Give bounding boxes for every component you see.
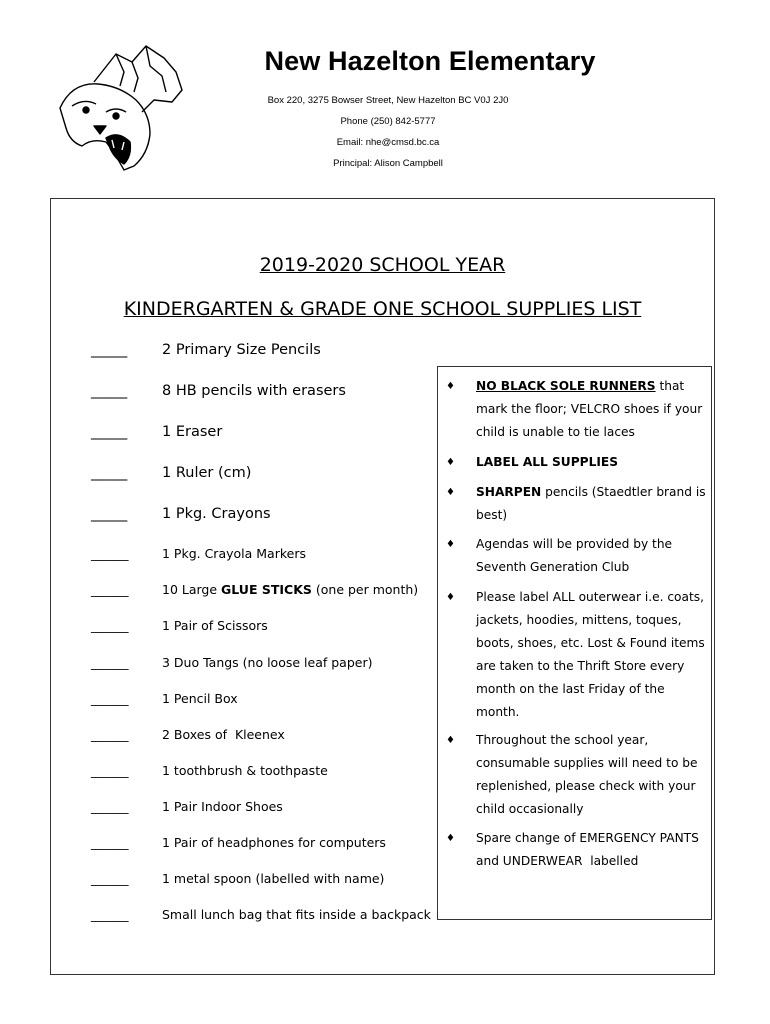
- item-label-bold: GLUE STICKS: [221, 582, 312, 597]
- item-label: 1 Pkg. Crayons: [162, 506, 271, 522]
- note-text: [476, 481, 706, 527]
- item-label: 1 Ruler (cm): [162, 465, 252, 481]
- school-logo-cougar-icon: [54, 42, 184, 172]
- item-label: [162, 582, 418, 597]
- list-item: [91, 465, 252, 481]
- school-address: Box 220, 3275 Bowser Street, New Hazelton BC V0J 2J0: [267, 95, 509, 106]
- diamond-bullet-icon: ♦: [446, 592, 455, 603]
- diamond-bullet-icon: ♦: [446, 735, 455, 746]
- note-text: Please label ALL outerwear i.e. coats, jackets, hoodies, mittens, toques, boots, shoes, etc. Lost & Found items are taken to the Thrift Store every month on the last Friday of the month.: [476, 590, 705, 719]
- supplies-list-title: KINDERGARTEN & GRADE ONE SCHOOL SUPPLIES LIST: [123, 298, 642, 320]
- school-phone: Phone (250) 842-5777: [340, 116, 436, 127]
- list-item: [91, 871, 385, 886]
- item-label: 1 Pair Indoor Shoes: [162, 799, 283, 814]
- list-item: [91, 582, 419, 597]
- check-blank: ______: [91, 618, 129, 633]
- list-item: [91, 835, 386, 850]
- list-item: [91, 727, 285, 742]
- check-blank: ______: [91, 655, 129, 670]
- school-year-title: 2019-2020 SCHOOL YEAR: [259, 254, 506, 276]
- list-item: [91, 691, 238, 706]
- note-emphasis: SHARPEN: [476, 485, 542, 499]
- list-item: [91, 424, 223, 440]
- diamond-bullet-icon: ♦: [446, 487, 455, 498]
- diamond-bullet-icon: ♦: [446, 833, 455, 844]
- note-text: Spare change of EMERGENCY PANTS and UNDERWEAR labelled: [476, 831, 703, 868]
- check-blank: ______: [91, 727, 129, 742]
- note-text: [476, 375, 706, 444]
- note-body: pencils (Staedtler brand is best): [476, 485, 706, 522]
- item-label: Small lunch bag that fits inside a backpack: [162, 907, 431, 922]
- item-label: 1 Pkg. Crayola Markers: [162, 546, 306, 561]
- school-principal: Principal: Alison Campbell: [333, 158, 443, 169]
- item-label: 1 toothbrush & toothpaste: [162, 763, 328, 778]
- item-label: 1 Eraser: [162, 424, 223, 440]
- check-blank: ______: [91, 582, 129, 597]
- check-blank: _____: [91, 383, 128, 399]
- check-blank: ______: [91, 799, 129, 814]
- list-item: [91, 907, 431, 922]
- list-item: [91, 342, 321, 358]
- item-label: 1 Pair of headphones for computers: [162, 835, 386, 850]
- list-item: [91, 506, 271, 522]
- diamond-bullet-icon: ♦: [446, 539, 455, 550]
- list-item: [91, 618, 268, 633]
- school-email: Email: nhe@cmsd.bc.ca: [336, 137, 440, 148]
- item-label: 1 Pencil Box: [162, 691, 238, 706]
- note-text: Throughout the school year, consumable supplies will need to be replenished, please check with your child occasionally: [476, 733, 698, 816]
- check-blank: ______: [91, 546, 129, 561]
- check-blank: ______: [91, 907, 129, 922]
- note-emphasis: NO BLACK SOLE RUNNERS: [476, 379, 656, 393]
- notes-box: [437, 366, 712, 920]
- check-blank: _____: [91, 342, 128, 358]
- check-blank: ______: [91, 691, 129, 706]
- list-item: [91, 383, 346, 399]
- note-body: that mark the floor; VELCRO shoes if your child is unable to tie laces: [476, 379, 703, 439]
- item-label-prefix: 10 Large: [162, 582, 222, 597]
- diamond-bullet-icon: ♦: [446, 381, 455, 392]
- check-blank: _____: [91, 465, 128, 481]
- item-label: 2 Primary Size Pencils: [162, 342, 321, 358]
- list-item: [91, 763, 328, 778]
- check-blank: ______: [91, 871, 129, 886]
- item-label: 2 Boxes of Kleenex: [162, 727, 285, 742]
- diamond-bullet-icon: ♦: [446, 457, 455, 468]
- note-text: LABEL ALL SUPPLIES: [476, 455, 618, 469]
- note-text: Agendas will be provided by the Seventh Generation Club: [476, 537, 673, 574]
- item-label: 3 Duo Tangs (no loose leaf paper): [162, 655, 373, 670]
- list-item: [91, 546, 306, 561]
- item-label: 8 HB pencils with erasers: [162, 383, 346, 399]
- list-item: [91, 799, 283, 814]
- school-name: New Hazelton Elementary: [264, 46, 596, 76]
- item-label-suffix: (one per month): [311, 582, 419, 597]
- check-blank: _____: [91, 506, 128, 522]
- check-blank: _____: [91, 424, 128, 440]
- list-item: [91, 655, 373, 670]
- check-blank: ______: [91, 835, 129, 850]
- item-label: 1 metal spoon (labelled with name): [162, 871, 385, 886]
- check-blank: ______: [91, 763, 129, 778]
- item-label: 1 Pair of Scissors: [162, 618, 268, 633]
